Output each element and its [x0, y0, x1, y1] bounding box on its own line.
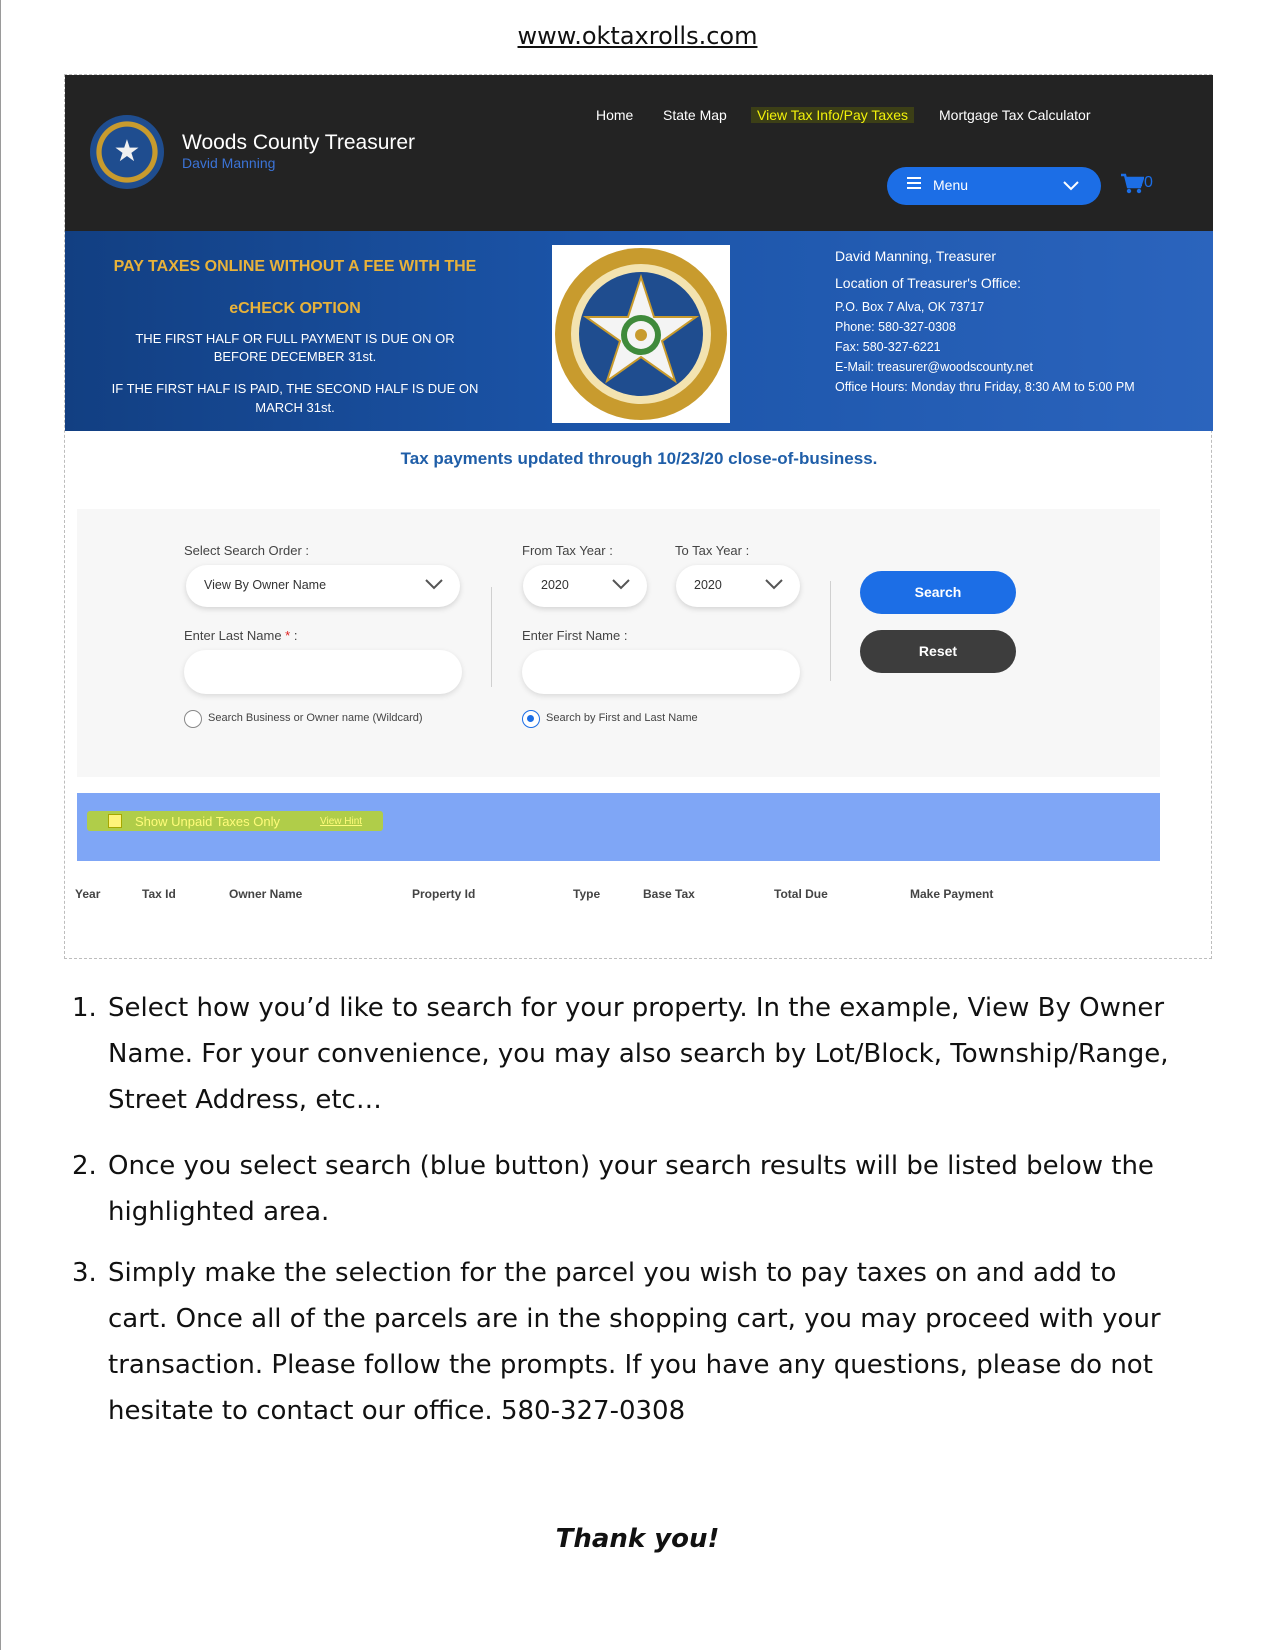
- banner-line-1: THE FIRST HALF OR FULL PAYMENT IS DUE ON OR: [135, 331, 455, 346]
- search-order-label: Select Search Order :: [184, 543, 309, 558]
- thank-you-text: Thank you!: [555, 1524, 720, 1554]
- to-year-label: To Tax Year :: [675, 543, 750, 558]
- search-panel: [77, 509, 1160, 777]
- unpaid-only-label: Show Unpaid Taxes Only: [135, 814, 281, 829]
- col-tax-id: Tax Id: [142, 887, 176, 901]
- website-screenshot: [64, 74, 1212, 959]
- nav-state-map[interactable]: State Map: [663, 107, 727, 123]
- search-order-value: View By Owner Name: [204, 578, 327, 592]
- cart-count[interactable]: 0: [1144, 174, 1153, 191]
- wildcard-radio-label: Search Business or Owner name (Wildcard): [208, 712, 423, 724]
- divider: [491, 587, 492, 687]
- banner-headline: PAY TAXES ONLINE WITHOUT A FEE WITH THE: [113, 258, 477, 275]
- search-button[interactable]: Search: [860, 571, 1016, 614]
- from-year-select[interactable]: [523, 565, 647, 607]
- instruction-item: [72, 985, 1172, 1123]
- first-name-input[interactable]: [522, 650, 800, 694]
- view-hint-link[interactable]: View Hint: [320, 816, 363, 827]
- last-name-label-colon: :: [293, 628, 298, 643]
- filter-bar: [77, 793, 1160, 861]
- site-url: www.oktaxrolls.com: [517, 22, 758, 50]
- reset-button[interactable]: Reset: [860, 630, 1016, 673]
- instruction-text: Simply make the selection for the parcel you wish to pay taxes on and add to cart. Once all of the parcels are in the shopping cart, you may proceed with your transaction. Please follow the prompts. If you have any questions, please do not hesitate to contact our office. 580-327-0308: [108, 1258, 1161, 1426]
- instruction-number: 1.: [72, 993, 97, 1023]
- unpaid-only-checkbox[interactable]: [108, 814, 122, 828]
- chevron-down-icon: [424, 577, 444, 591]
- page-left-border: [0, 0, 1, 1650]
- office-address: P.O. Box 7 Alva, OK 73717: [835, 300, 985, 314]
- instruction-text: Once you select search (blue button) your search results will be listed below the highlighted area.: [108, 1151, 1154, 1227]
- banner-line-3: IF THE FIRST HALF IS PAID, THE SECOND HALF IS DUE ON: [111, 381, 479, 396]
- office-hours: Office Hours: Monday thru Friday, 8:30 AM to 5:00 PM: [835, 380, 1135, 394]
- site-subtitle: David Manning: [182, 155, 276, 171]
- nav-home[interactable]: Home: [596, 107, 634, 123]
- nav-view-tax-info[interactable]: View Tax Info/Pay Taxes: [751, 107, 914, 123]
- last-name-label-text: Enter Last Name: [184, 628, 282, 643]
- office-email[interactable]: E-Mail: treasurer@woodscounty.net: [835, 360, 1033, 374]
- instruction-number: 3.: [72, 1258, 97, 1288]
- nav-mortgage-calculator[interactable]: Mortgage Tax Calculator: [939, 107, 1091, 123]
- cart-icon[interactable]: [1120, 173, 1144, 195]
- col-property-id: Property Id: [412, 887, 476, 901]
- col-type: Type: [573, 887, 601, 901]
- updated-notice: Tax payments updated through 10/23/20 close-of-business.: [400, 449, 878, 468]
- banner-echeck: eCHECK OPTION: [229, 300, 361, 317]
- first-last-radio[interactable]: [522, 710, 540, 728]
- divider: [830, 581, 831, 681]
- office-location-label: Location of Treasurer's Office:: [835, 275, 1022, 291]
- col-base-tax: Base Tax: [643, 887, 695, 901]
- wildcard-radio[interactable]: [184, 710, 202, 728]
- site-title[interactable]: Woods County Treasurer: [182, 131, 416, 154]
- instruction-item: [72, 1143, 1172, 1235]
- site-header: [65, 75, 1213, 231]
- banner-line-2: BEFORE DECEMBER 31st.: [213, 349, 377, 364]
- last-name-label: [184, 628, 297, 643]
- to-year-select[interactable]: [676, 565, 800, 607]
- col-owner-name: Owner Name: [229, 887, 303, 901]
- office-phone: Phone: 580-327-0308: [835, 320, 956, 334]
- search-order-select[interactable]: [186, 565, 460, 607]
- first-name-label: Enter First Name :: [522, 628, 628, 643]
- chevron-down-icon: [611, 577, 631, 591]
- star-icon: ★: [113, 135, 141, 168]
- state-seal-icon: [552, 245, 730, 423]
- hamburger-icon: [907, 177, 921, 192]
- from-year-label: From Tax Year :: [522, 543, 613, 558]
- menu-button[interactable]: [887, 167, 1101, 205]
- instruction-number: 2.: [72, 1151, 97, 1181]
- oklahoma-seal-image: [552, 245, 730, 423]
- last-name-input[interactable]: [184, 650, 462, 694]
- instruction-item: [72, 1250, 1172, 1434]
- col-make-payment: Make Payment: [910, 887, 994, 901]
- county-seal-logo[interactable]: [90, 115, 164, 189]
- treasurer-name: David Manning, Treasurer: [835, 248, 997, 264]
- col-total-due: Total Due: [774, 887, 828, 901]
- menu-label: Menu: [933, 177, 969, 193]
- required-mark: *: [285, 628, 291, 643]
- first-last-radio-label: Search by First and Last Name: [546, 712, 698, 724]
- col-year: Year: [75, 887, 101, 901]
- chevron-down-icon: [1063, 179, 1079, 191]
- info-banner: [65, 231, 1213, 431]
- chevron-down-icon: [764, 577, 784, 591]
- instruction-text: Select how you’d like to search for your property. In the example, View By Owner Name. For your convenience, you may also search by Lot/Block, Township/Range, Street Address, etc…: [108, 993, 1169, 1115]
- office-fax: Fax: 580-327-6221: [835, 340, 941, 354]
- banner-line-4: MARCH 31st.: [255, 400, 335, 415]
- to-year-value: 2020: [694, 578, 722, 592]
- from-year-value: 2020: [541, 578, 569, 592]
